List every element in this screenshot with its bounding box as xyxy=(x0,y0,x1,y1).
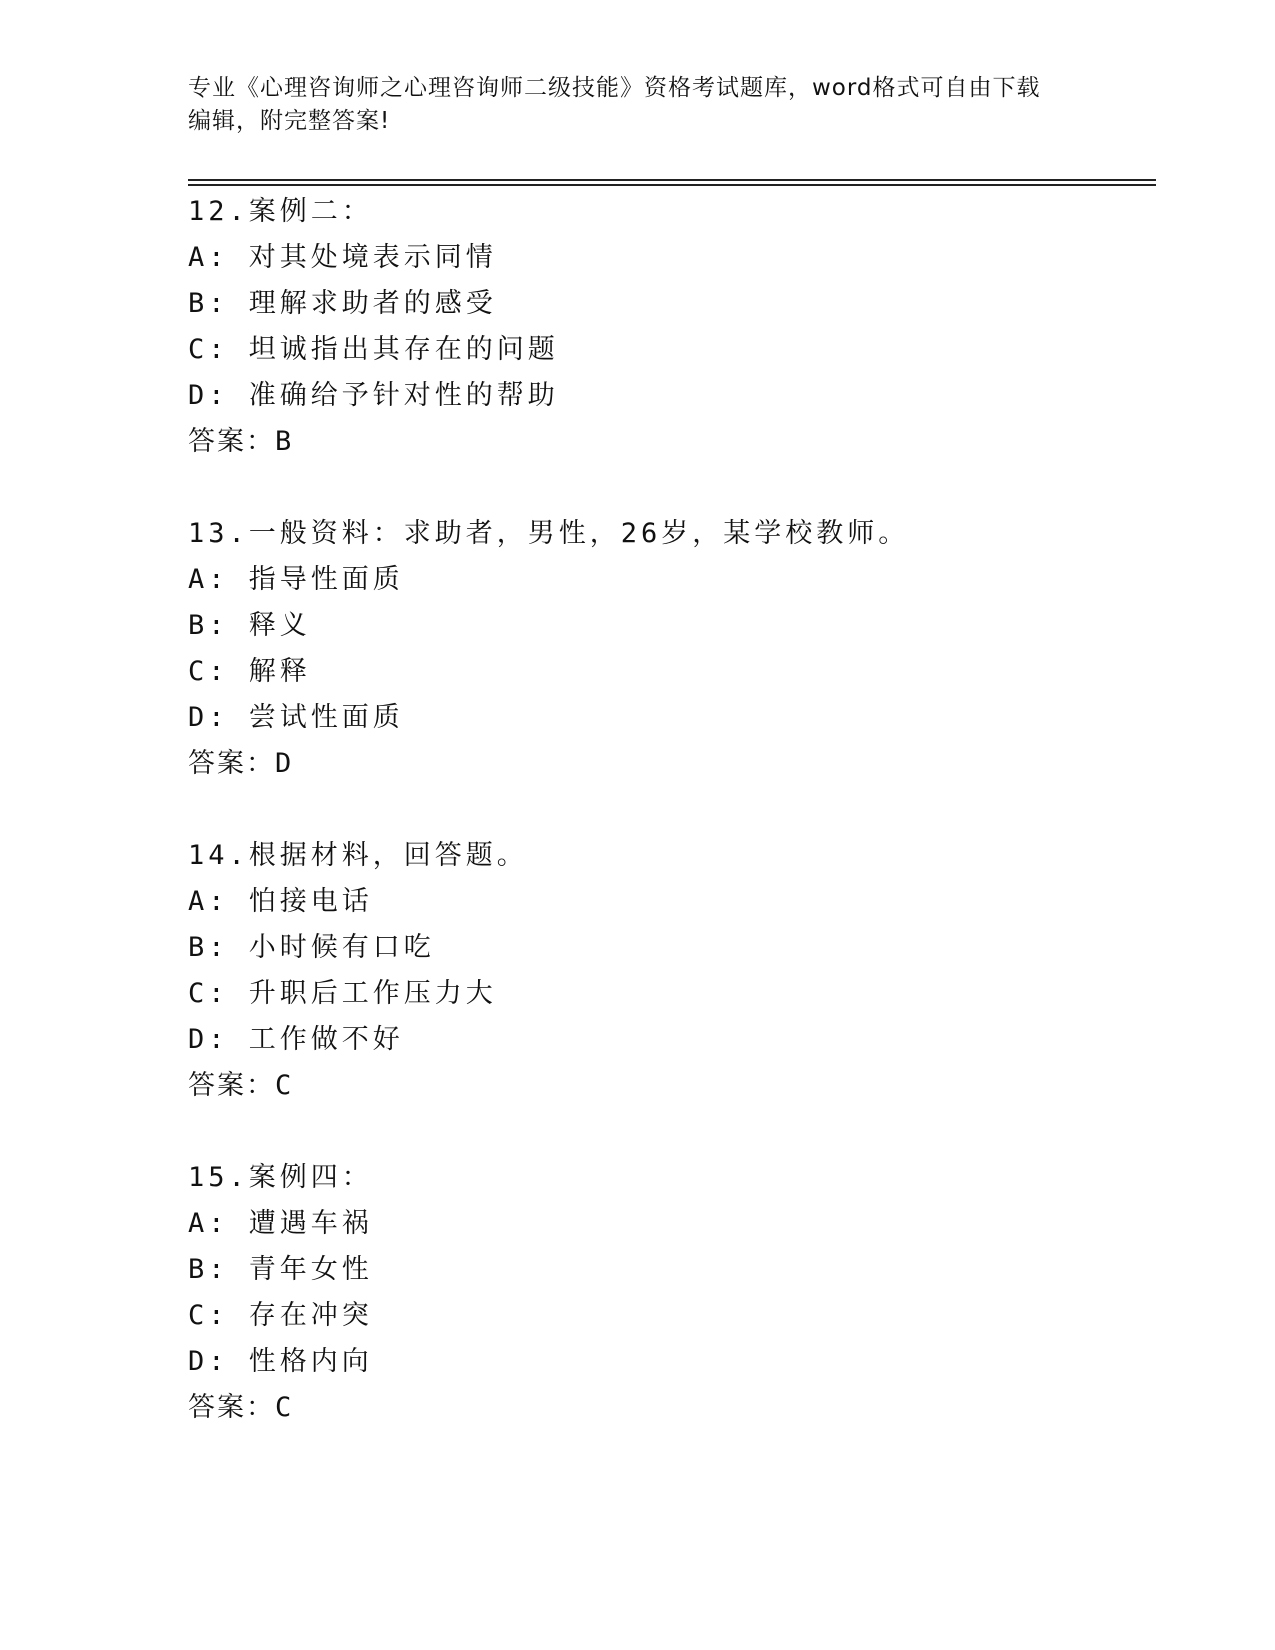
option-text: 小时候有口吃 xyxy=(248,932,435,963)
option-c xyxy=(188,649,1148,695)
answer xyxy=(188,1063,1148,1109)
answer-label: 答案： xyxy=(188,748,275,779)
answer-value: D xyxy=(275,748,292,779)
option-a xyxy=(188,235,1148,281)
option-letter: B: xyxy=(188,288,229,319)
answer-label: 答案： xyxy=(188,1070,275,1101)
option-text: 性格内向 xyxy=(248,1346,373,1377)
answer xyxy=(188,741,1148,787)
header-divider-bottom xyxy=(188,184,1156,186)
answer xyxy=(188,419,1148,465)
option-letter: B: xyxy=(188,1254,229,1285)
option-b xyxy=(188,925,1148,971)
option-text: 尝试性面质 xyxy=(248,702,404,733)
answer-label: 答案： xyxy=(188,426,275,457)
option-text: 青年女性 xyxy=(248,1254,373,1285)
question-item xyxy=(188,833,1148,1109)
header-title-line-2: 编辑，附完整答案! xyxy=(188,108,391,134)
option-b xyxy=(188,603,1148,649)
option-text: 解释 xyxy=(248,656,311,687)
option-text: 坦诚指出其存在的问题 xyxy=(248,334,559,365)
option-letter: C: xyxy=(188,1300,229,1331)
option-letter: C: xyxy=(188,978,229,1009)
option-letter: A: xyxy=(188,1208,229,1239)
option-letter: B: xyxy=(188,932,229,963)
question-stem: 13.一般资料：求助者，男性，26岁，某学校教师。 xyxy=(188,518,910,549)
document-header xyxy=(188,72,1088,138)
option-a xyxy=(188,1201,1148,1247)
option-c xyxy=(188,971,1148,1017)
option-letter: C: xyxy=(188,656,229,687)
option-c xyxy=(188,327,1148,373)
option-letter: D: xyxy=(188,1024,229,1055)
question-stem: 15.案例四： xyxy=(188,1162,373,1193)
option-letter: A: xyxy=(188,242,229,273)
option-letter: A: xyxy=(188,564,229,595)
option-a xyxy=(188,879,1148,925)
option-d xyxy=(188,373,1148,419)
question-list xyxy=(188,189,1148,1477)
option-d xyxy=(188,695,1148,741)
option-c xyxy=(188,1293,1148,1339)
option-text: 遭遇车祸 xyxy=(248,1208,373,1239)
option-letter: C: xyxy=(188,334,229,365)
option-b xyxy=(188,281,1148,327)
option-text: 准确给予针对性的帮助 xyxy=(248,380,559,411)
option-letter: D: xyxy=(188,702,229,733)
option-text: 释义 xyxy=(248,610,311,641)
option-text: 对其处境表示同情 xyxy=(248,242,497,273)
option-b xyxy=(188,1247,1148,1293)
header-title-line-1: 专业《心理咨询师之心理咨询师二级技能》资格考试题库，word格式可自由下载 xyxy=(188,75,1041,101)
option-text: 怕接电话 xyxy=(248,886,373,917)
option-text: 存在冲突 xyxy=(248,1300,373,1331)
answer-value: C xyxy=(275,1392,292,1423)
header-divider-top xyxy=(188,179,1156,181)
option-letter: B: xyxy=(188,610,229,641)
option-d xyxy=(188,1017,1148,1063)
option-text: 工作做不好 xyxy=(248,1024,404,1055)
option-text: 理解求助者的感受 xyxy=(248,288,497,319)
option-letter: D: xyxy=(188,380,229,411)
option-letter: A: xyxy=(188,886,229,917)
question-item xyxy=(188,189,1148,465)
question-item xyxy=(188,511,1148,787)
question-stem: 14.根据材料，回答题。 xyxy=(188,840,528,871)
option-text: 升职后工作压力大 xyxy=(248,978,497,1009)
answer xyxy=(188,1385,1148,1431)
question-stem: 12.案例二： xyxy=(188,196,373,227)
option-letter: D: xyxy=(188,1346,229,1377)
option-d xyxy=(188,1339,1148,1385)
answer-value: B xyxy=(275,426,292,457)
answer-value: C xyxy=(275,1070,292,1101)
answer-label: 答案： xyxy=(188,1392,275,1423)
option-a xyxy=(188,557,1148,603)
option-text: 指导性面质 xyxy=(248,564,404,595)
question-item xyxy=(188,1155,1148,1431)
